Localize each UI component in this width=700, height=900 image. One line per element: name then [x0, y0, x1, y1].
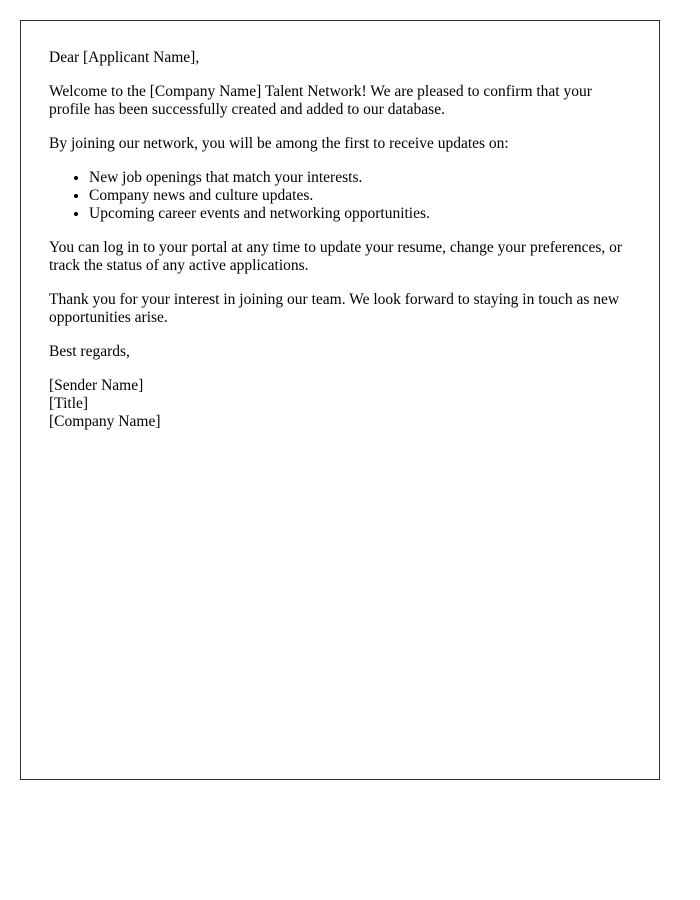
- signature-block: [49, 377, 631, 431]
- thanks-paragraph: Thank you for your interest in joining our team. We look forward to staying in touch as new opportunities arise.: [49, 291, 620, 326]
- list-item: • New job openings that match your interests.: [89, 169, 631, 187]
- lead-in-paragraph: By joining our network, you will be among the first to receive updates on:: [49, 135, 509, 152]
- portal-paragraph: You can log in to your portal at any time to update your resume, change your preferences, or track the status of any active applications.: [49, 239, 623, 274]
- closing: Best regards,: [49, 343, 130, 360]
- list-item: • Company news and culture updates.: [89, 187, 631, 205]
- sender-title: [Title]: [49, 395, 89, 412]
- sender-name: [Sender Name]: [49, 377, 144, 394]
- intro-paragraph: Welcome to the [Company Name] Talent Network! We are pleased to confirm that your profile has been successfully created and added to our database.: [49, 83, 592, 118]
- sender-company: [Company Name]: [49, 413, 161, 430]
- list-item: • Upcoming career events and networking opportunities.: [89, 205, 631, 223]
- updates-list: [49, 169, 631, 223]
- letter-container: [20, 20, 660, 780]
- greeting: Dear [Applicant Name],: [49, 49, 200, 66]
